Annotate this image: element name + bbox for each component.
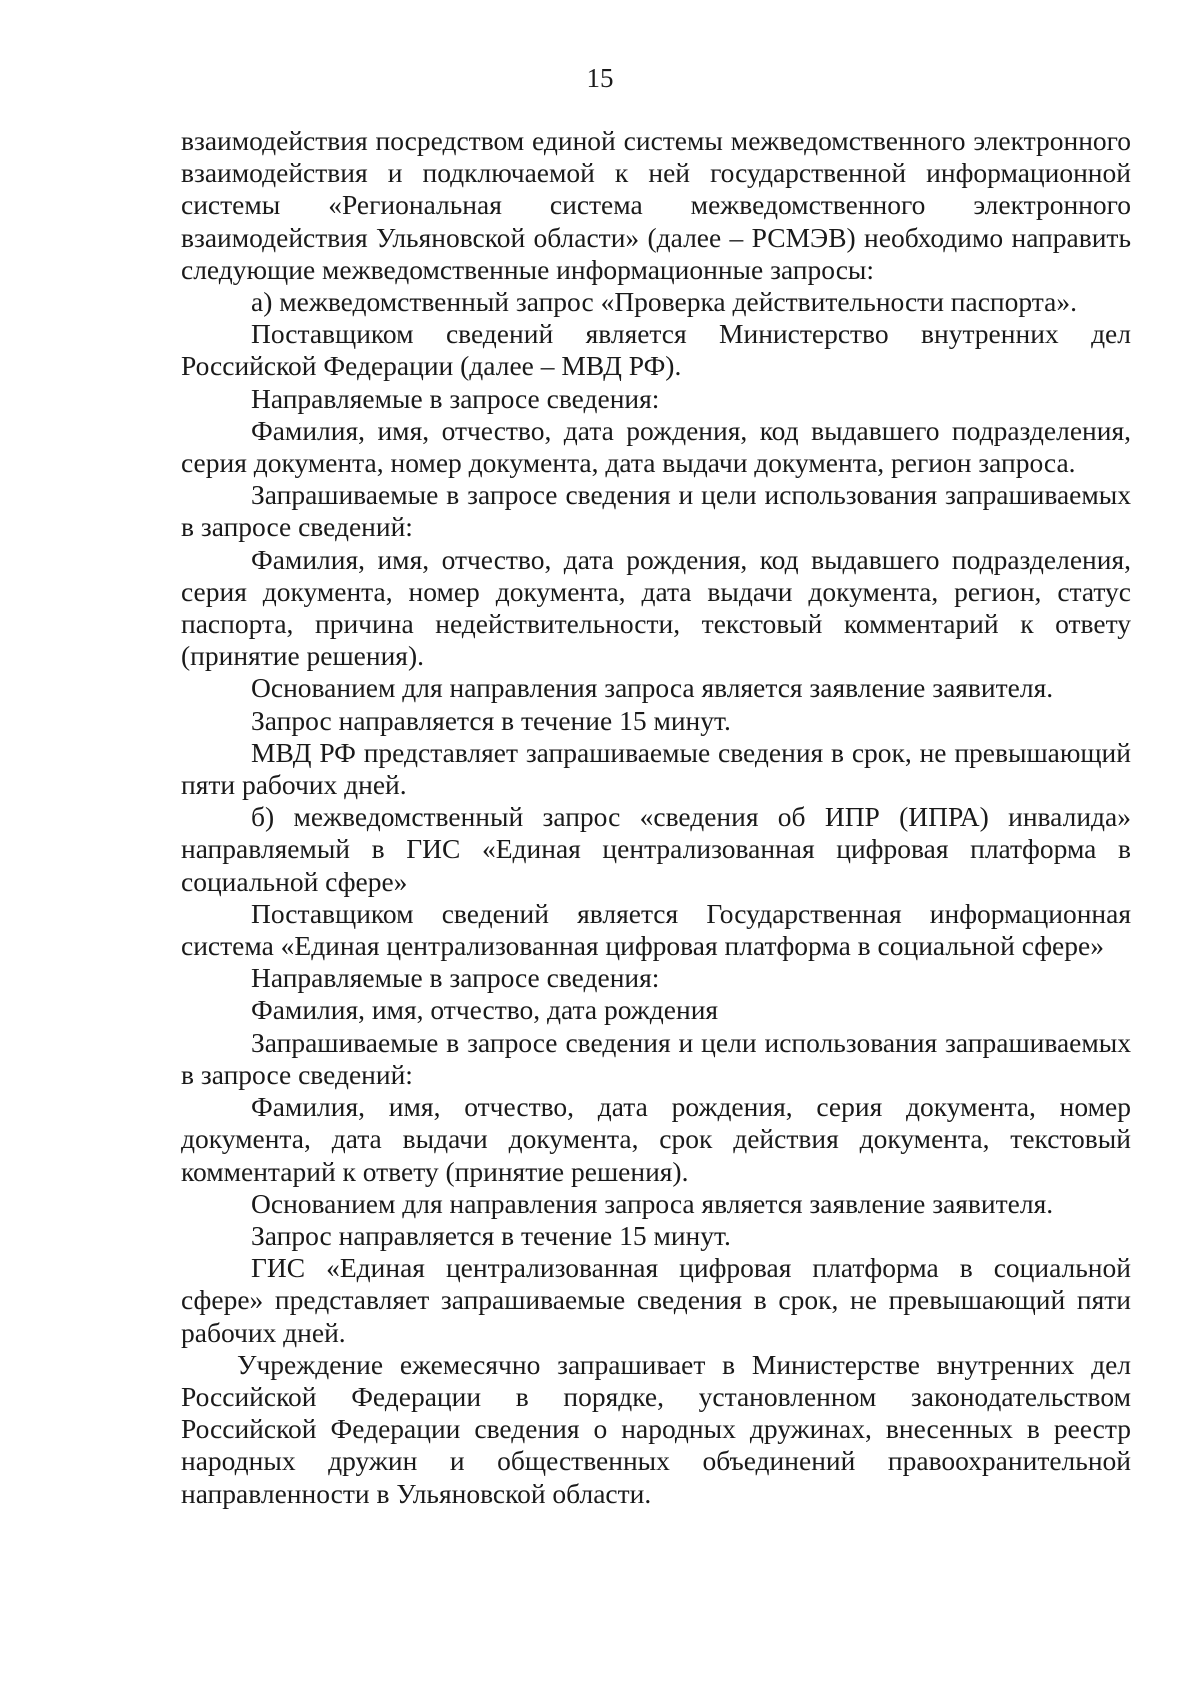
paragraph-basis: Основанием для направления запроса является заявление заявителя. xyxy=(251,672,1054,704)
paragraph-sent-data-list-b: Фамилия, имя, отчество, дата рождения xyxy=(251,994,719,1026)
paragraph-mvd-deadline: МВД РФ представляет запрашиваемые сведения в срок, не превышающий пяти рабочих дней. xyxy=(181,736,1131,801)
paragraph-requested-data-list-b: Фамилия, имя, отчество, дата рождения, серия документа, номер документа, дата выдачи документа, срок действия документа, текстовый комментарий к ответу (принятие решения). xyxy=(181,1091,1131,1187)
paragraph-request-b-title: б) межведомственный запрос «сведения об ИПР (ИПРА) инвалида» направляемый в ГИС «Единая централизованная цифровая платформа в социальной сфере» xyxy=(181,801,1131,897)
paragraph-timing: Запрос направляется в течение 15 минут. xyxy=(251,704,731,736)
paragraph-request-a-title: а) межведомственный запрос «Проверка действительности паспорта». xyxy=(251,286,1077,318)
paragraph-sent-data-heading: Направляемые в запросе сведения: xyxy=(251,382,660,414)
paragraph-basis-b: Основанием для направления запроса является заявление заявителя. xyxy=(251,1187,1054,1219)
paragraph-provider-mvd: Поставщиком сведений является Министерство внутренних дел Российской Федерации (далее – МВД РФ). xyxy=(181,318,1131,382)
paragraph-intro: взаимодействия посредством единой системы межведомственного электронного взаимодействия и подключаемой к ней государственной информационной системы «Региональная система межведомственного электронного взаимодействия Ульяновской области» (далее – РСМЭВ) необходимо направить следующие межведомственные информационные запросы: xyxy=(181,125,1131,285)
page-number: 15 xyxy=(586,63,614,93)
paragraph-requested-data-list: Фамилия, имя, отчество, дата рождения, код выдавшего подразделения, серия документа, номер документа, дата выдачи документа, регион, статус паспорта, причина недействительности, текстовый комментарий к ответу (принятие решения). xyxy=(181,543,1131,672)
paragraph-requested-data-heading: Запрашиваемые в запросе сведения и цели использования запрашиваемых в запросе сведений: xyxy=(181,479,1131,543)
paragraph-sent-data-list: Фамилия, имя, отчество, дата рождения, код выдавшего подразделения, серия документа, номер документа, дата выдачи документа, регион запроса. xyxy=(181,414,1131,479)
paragraph-sent-data-heading-b: Направляемые в запросе сведения: xyxy=(251,962,660,994)
paragraph-timing-b: Запрос направляется в течение 15 минут. xyxy=(251,1219,731,1251)
paragraph-provider-gis: Поставщиком сведений является Государственная информационная система «Единая централизованная цифровая платформа в социальной сфере» xyxy=(181,897,1131,962)
paragraph-gis-deadline: ГИС «Единая централизованная цифровая платформа в социальной сфере» представляет запрашиваемые сведения в срок, не превышающий пяти рабочих дней. xyxy=(181,1252,1131,1348)
paragraph-requested-data-heading-b: Запрашиваемые в запросе сведения и цели использования запрашиваемых в запросе сведений: xyxy=(181,1026,1131,1090)
paragraph-monthly-request: Учреждение ежемесячно запрашивает в Министерстве внутренних дел Российской Федерации в порядке, установленном законодательством Российской Федерации сведения о народных дружинах, внесенных в реестр народных дружин и общественных объединений правоохранительной направленности в Ульяновской области. xyxy=(181,1348,1131,1509)
document-body xyxy=(181,125,1131,1510)
